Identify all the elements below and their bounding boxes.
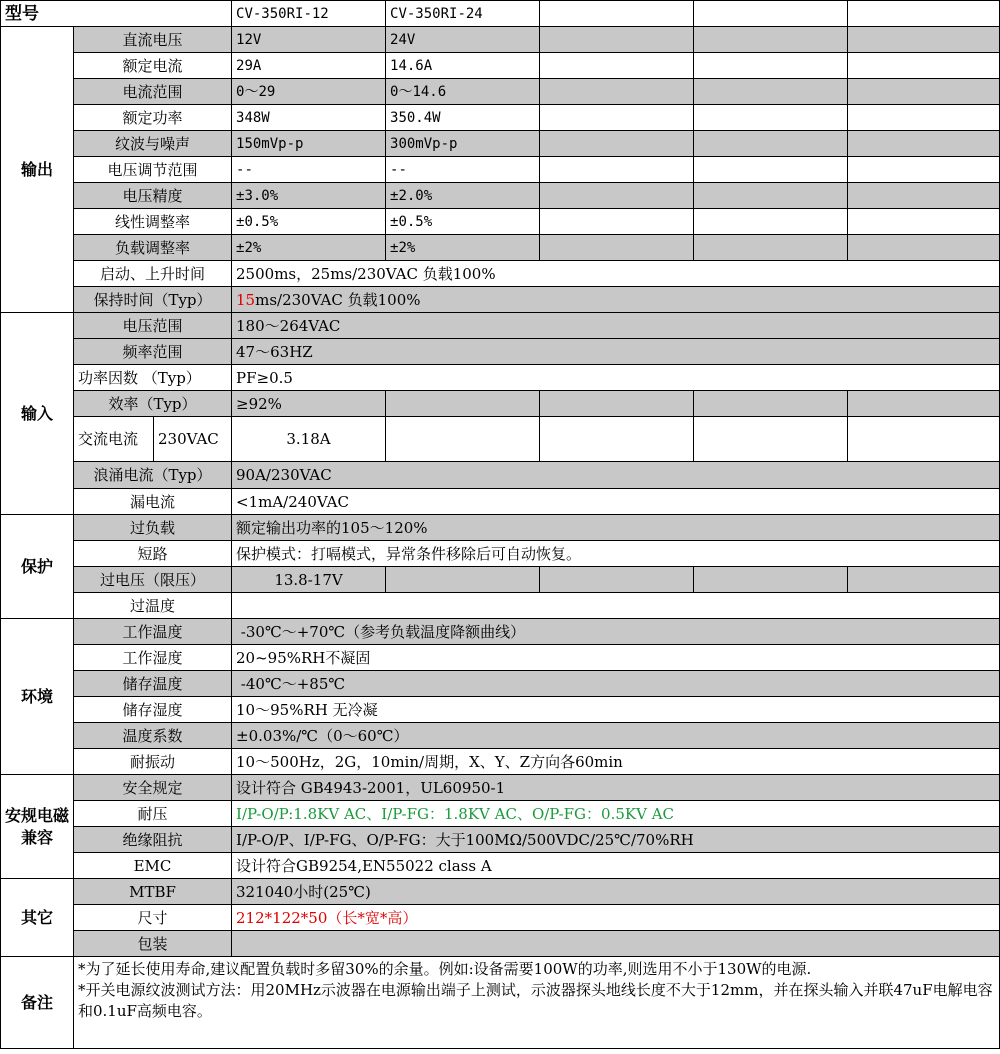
section-environment: 环境 — [1, 619, 74, 775]
model-1: CV-350RI-12 — [232, 1, 386, 27]
row-package: 包装 — [1, 931, 1000, 957]
row-overtemp: 过温度 — [1, 593, 1000, 619]
row-load-reg: 负载调整率 ±2% ±2% — [1, 235, 1000, 261]
row-emc: EMC 设计符合GB9254,EN55022 class A — [1, 853, 1000, 879]
row-pf: 功率因数 （Typ） PF≥0.5 — [1, 365, 1000, 391]
model-2: CV-350RI-24 — [386, 1, 540, 27]
row-safety-standard: 安规电磁兼容 安全规定 设计符合 GB4943-2001，UL60950-1 — [1, 775, 1000, 801]
row-op-humidity: 工作湿度 20~95%RH不凝固 — [1, 645, 1000, 671]
row-vibration: 耐振动 10～500Hz，2G，10min/周期，X、Y、Z方向各60min — [1, 749, 1000, 775]
row-freq: 频率范围 47～63HZ — [1, 339, 1000, 365]
row-st-humidity: 储存湿度 10～95%RH 无冷凝 — [1, 697, 1000, 723]
model-label: 型号 — [1, 1, 232, 27]
row-line-reg: 线性调整率 ±0.5% ±0.5% — [1, 209, 1000, 235]
row-rated-power: 额定功率 348W 350.4W — [1, 105, 1000, 131]
row-size: 尺寸 212*122*50（长*宽*高） — [1, 905, 1000, 931]
row-insulation: 绝缘阻抗 I/P-O/P、I/P-FG、O/P-FG：大于100MΩ/500VDC/25℃/70%RH — [1, 827, 1000, 853]
row-voltage-adj: 电压调节范围 -- -- — [1, 157, 1000, 183]
section-remarks: 备注 — [1, 957, 74, 1049]
row-dc-voltage: 输出 直流电压 12V 24V — [1, 27, 1000, 53]
row-op-temp: 环境 工作温度 -30℃～+70℃（参考负载温度降额曲线） — [1, 619, 1000, 645]
row-short: 短路 保护模式：打嗝模式，异常条件移除后可自动恢复。 — [1, 541, 1000, 567]
row-remarks — [1, 957, 1000, 1049]
row-withstand: 耐压 I/P-O/P:1.8KV AC、I/P-FG：1.8KV AC、O/P-FG：0.5KV AC — [1, 801, 1000, 827]
row-temp-coef: 温度系数 ±0.03%/℃（0～60℃） — [1, 723, 1000, 749]
section-other: 其它 — [1, 879, 74, 957]
section-output: 输出 — [1, 27, 74, 313]
row-inrush: 浪涌电流（Typ） 90A/230VAC — [1, 462, 1000, 489]
row-st-temp: 储存温度 -40℃～+85℃ — [1, 671, 1000, 697]
row-ac-current: 交流电流 230VAC 3.18A — [1, 417, 1000, 462]
row-voltage-acc: 电压精度 ±3.0% ±2.0% — [1, 183, 1000, 209]
section-protection: 保护 — [1, 515, 74, 619]
remark-1: *为了延长使用寿命,建议配置负载时多留30%的余量。例如:设备需要100W的功率,则选用不小于130W的电源. — [78, 960, 812, 978]
section-safety: 安规电磁兼容 — [1, 775, 74, 879]
remark-2: *开关电源纹波测试方法：用20MHz示波器在电源输出端子上测试，示波器探头地线长度不大于12mm，并在探头输入并联47uF电解电容和0.1uF高频电容。 — [78, 981, 993, 1020]
header-row — [1, 1, 1000, 27]
row-leakage: 漏电流 <1mA/240VAC — [1, 489, 1000, 515]
row-input-voltage: 输入 电压范围 180～264VAC — [1, 313, 1000, 339]
row-hold-time: 保持时间（Typ） 15ms/230VAC 负载100% — [1, 287, 1000, 313]
section-input: 输入 — [1, 313, 74, 515]
row-overvoltage: 过电压（限压） 13.8-17V — [1, 567, 1000, 593]
row-startup: 启动、上升时间 2500ms，25ms/230VAC 负载100% — [1, 261, 1000, 287]
row-ripple: 纹波与噪声 150mVp-p 300mVp-p — [1, 131, 1000, 157]
hold-value-highlight: 15 — [236, 290, 256, 309]
row-rated-current: 额定电流 29A 14.6A — [1, 53, 1000, 79]
row-mtbf: 其它 MTBF 321040小时(25℃) — [1, 879, 1000, 905]
row-current-range: 电流范围 0～29 0～14.6 — [1, 79, 1000, 105]
row-efficiency: 效率（Typ） ≥92% — [1, 391, 1000, 417]
row-overload: 保护 过负载 额定输出功率的105～120% — [1, 515, 1000, 541]
